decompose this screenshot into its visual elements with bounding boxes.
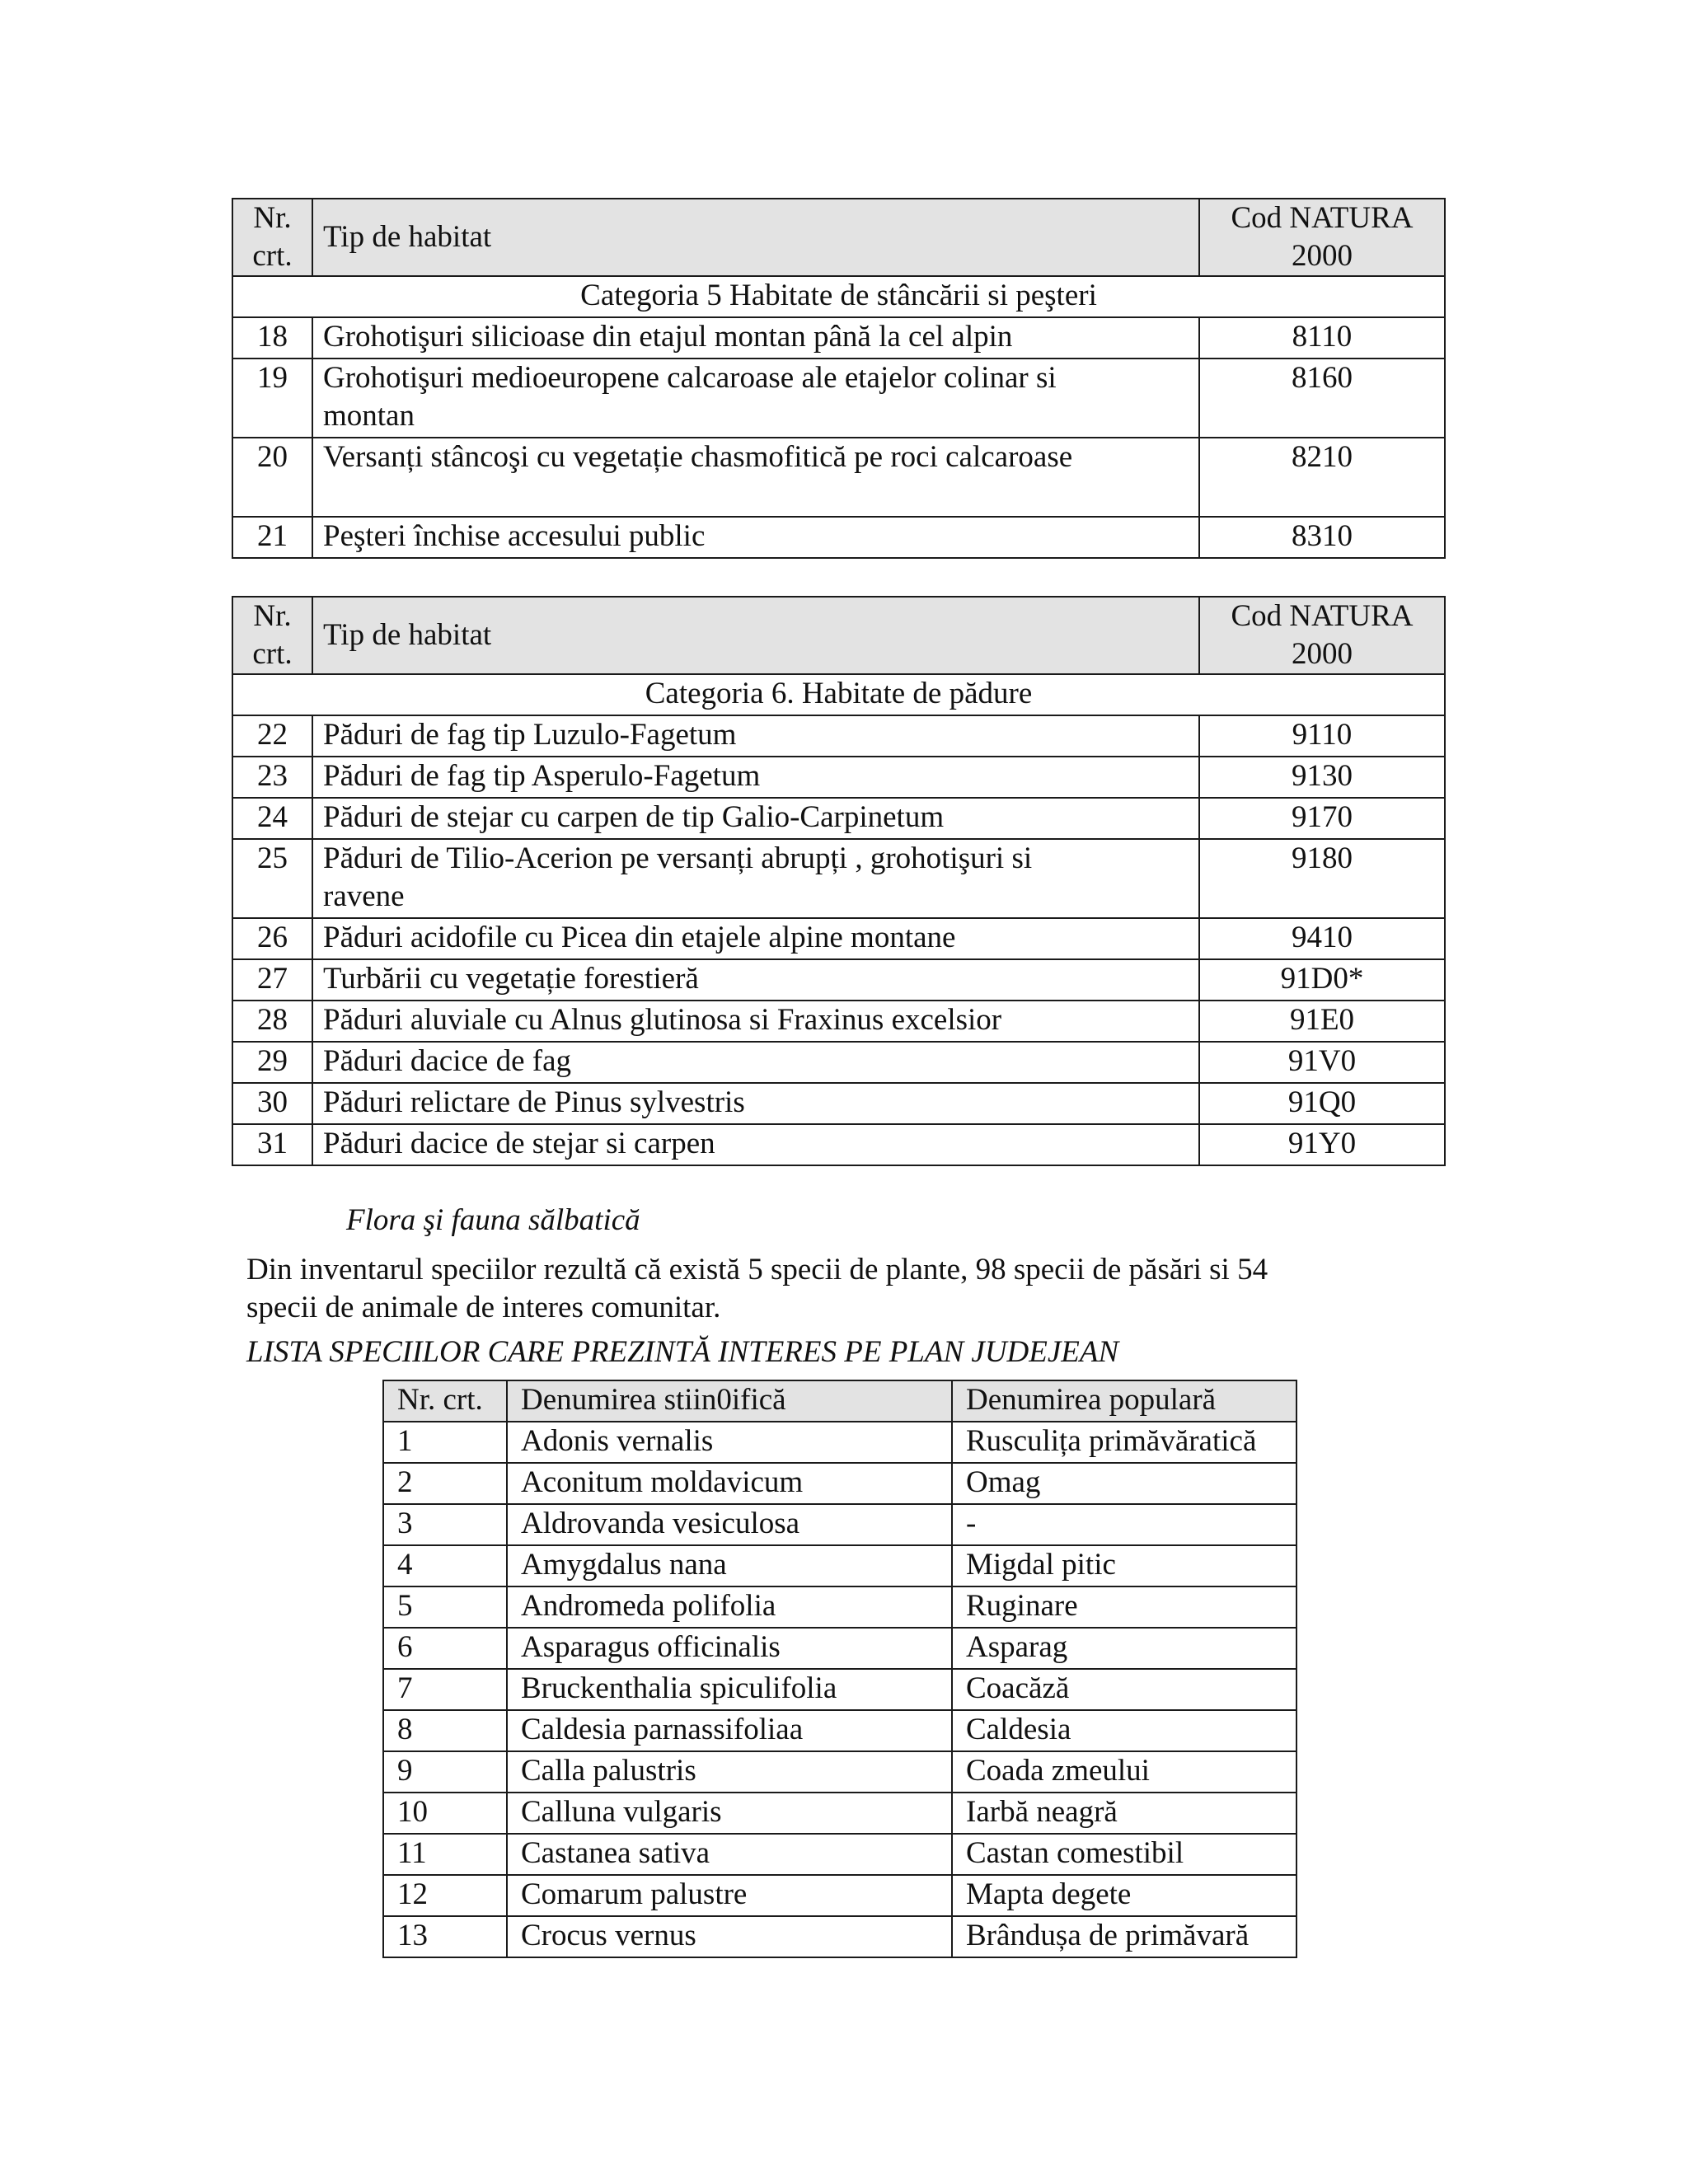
row-habitat: Grohotişuri medioeuropene calcaroase ale etajelor colinar si montan (312, 359, 1199, 438)
table-header-row (383, 1380, 1296, 1422)
row-cod: 91D0* (1199, 959, 1445, 1001)
table-row (232, 1124, 1445, 1165)
row-nr: 24 (232, 798, 312, 839)
species-popular: Castan comestibil (952, 1834, 1296, 1875)
species-popular: - (952, 1504, 1296, 1545)
row-cod: 8110 (1199, 317, 1445, 359)
species-popular: Asparag (952, 1628, 1296, 1669)
table-row (383, 1586, 1296, 1628)
row-nr: 30 (232, 1083, 312, 1124)
species-nr: 4 (383, 1545, 507, 1586)
category-title: Categoria 6. Habitate de pădure (232, 674, 1445, 715)
table-row (383, 1628, 1296, 1669)
row-cod: 9410 (1199, 918, 1445, 959)
species-scientific: Crocus vernus (507, 1916, 952, 1957)
flora-heading: Flora şi fauna sălbatică (346, 1203, 640, 1237)
row-habitat: Păduri de fag tip Asperulo-Fagetum (312, 757, 1199, 798)
species-nr: 3 (383, 1504, 507, 1545)
species-nr: 11 (383, 1834, 507, 1875)
row-habitat: Păduri dacice de stejar si carpen (312, 1124, 1199, 1165)
row-nr: 28 (232, 1001, 312, 1042)
species-scientific: Aconitum moldavicum (507, 1463, 952, 1504)
header-tip-habitat: Tip de habitat (312, 597, 1199, 674)
species-popular: Caldesia (952, 1710, 1296, 1751)
table-row (232, 517, 1445, 558)
table-row (383, 1916, 1296, 1957)
table-row (232, 918, 1445, 959)
row-cod: 91Q0 (1199, 1083, 1445, 1124)
table-row (232, 1042, 1445, 1083)
row-habitat: Păduri de stejar cu carpen de tip Galio-Carpinetum (312, 798, 1199, 839)
row-cod: 9130 (1199, 757, 1445, 798)
species-popular: Iarbă neagră (952, 1793, 1296, 1834)
row-habitat: Păduri de Tilio-Acerion pe versanți abrupți , grohotişuri si ravene (312, 839, 1199, 918)
row-habitat: Grohotişuri silicioase din etajul montan până la cel alpin (312, 317, 1199, 359)
species-scientific: Calluna vulgaris (507, 1793, 952, 1834)
row-cod: 9180 (1199, 839, 1445, 918)
row-habitat: Păduri acidofile cu Picea din etajele alpine montane (312, 918, 1199, 959)
table-row (232, 839, 1445, 918)
table-header-row (232, 597, 1445, 674)
row-cod: 91V0 (1199, 1042, 1445, 1083)
species-nr: 6 (383, 1628, 507, 1669)
table-header-row (232, 199, 1445, 276)
table-row (383, 1834, 1296, 1875)
species-scientific: Bruckenthalia spiculifolia (507, 1669, 952, 1710)
table-row (232, 798, 1445, 839)
species-popular: Migdal pitic (952, 1545, 1296, 1586)
table-row (383, 1669, 1296, 1710)
row-habitat: Păduri relictare de Pinus sylvestris (312, 1083, 1199, 1124)
row-nr: 31 (232, 1124, 312, 1165)
species-popular: Coada zmeului (952, 1751, 1296, 1793)
species-popular: Coacăză (952, 1669, 1296, 1710)
species-nr: 5 (383, 1586, 507, 1628)
header-tip-habitat: Tip de habitat (312, 199, 1199, 276)
table-row (232, 1083, 1445, 1124)
row-cod: 9110 (1199, 715, 1445, 757)
header-nr-crt: Nr. crt. (232, 597, 312, 674)
table-row (383, 1710, 1296, 1751)
header-cod-natura: Cod NATURA 2000 (1199, 597, 1445, 674)
table-row (232, 757, 1445, 798)
species-table (382, 1380, 1297, 1958)
row-habitat: Păduri dacice de fag (312, 1042, 1199, 1083)
species-scientific: Andromeda polifolia (507, 1586, 952, 1628)
row-nr: 25 (232, 839, 312, 918)
row-cod: 8210 (1199, 438, 1445, 517)
row-habitat: Păduri aluviale cu Alnus glutinosa si Fraxinus excelsior (312, 1001, 1199, 1042)
table-row (383, 1463, 1296, 1504)
table-row (383, 1504, 1296, 1545)
table-row (383, 1751, 1296, 1793)
row-habitat: Păduri de fag tip Luzulo-Fagetum (312, 715, 1199, 757)
species-popular: Rusculița primăvăratică (952, 1422, 1296, 1463)
table-row (232, 359, 1445, 438)
table-row (232, 317, 1445, 359)
row-nr: 29 (232, 1042, 312, 1083)
table-row (383, 1422, 1296, 1463)
species-nr: 7 (383, 1669, 507, 1710)
row-cod: 8310 (1199, 517, 1445, 558)
row-cod: 91E0 (1199, 1001, 1445, 1042)
species-nr: 1 (383, 1422, 507, 1463)
table-row (232, 715, 1445, 757)
header-nr-crt: Nr. crt. (232, 199, 312, 276)
table-row (383, 1545, 1296, 1586)
species-scientific: Asparagus officinalis (507, 1628, 952, 1669)
species-popular: Mapta degete (952, 1875, 1296, 1916)
row-cod: 9170 (1199, 798, 1445, 839)
habitat-table-cat5 (232, 198, 1446, 559)
row-nr: 27 (232, 959, 312, 1001)
category-row (232, 276, 1445, 317)
species-nr: 9 (383, 1751, 507, 1793)
row-nr: 22 (232, 715, 312, 757)
header-denumire-populara: Denumirea populară (952, 1380, 1296, 1422)
species-nr: 10 (383, 1793, 507, 1834)
row-nr: 18 (232, 317, 312, 359)
species-scientific: Caldesia parnassifoliaa (507, 1710, 952, 1751)
row-nr: 21 (232, 517, 312, 558)
species-scientific: Amygdalus nana (507, 1545, 952, 1586)
species-popular: Ruginare (952, 1586, 1296, 1628)
row-cod: 8160 (1199, 359, 1445, 438)
row-nr: 19 (232, 359, 312, 438)
row-nr: 26 (232, 918, 312, 959)
category-title: Categoria 5 Habitate de stâncării si peşteri (232, 276, 1445, 317)
lista-heading: LISTA SPECIILOR CARE PREZINTĂ INTERES PE PLAN JUDEJEAN (246, 1335, 1119, 1369)
species-popular: Brândușa de primăvară (952, 1916, 1296, 1957)
species-scientific: Comarum palustre (507, 1875, 952, 1916)
species-scientific: Castanea sativa (507, 1834, 952, 1875)
species-nr: 8 (383, 1710, 507, 1751)
row-nr: 20 (232, 438, 312, 517)
species-scientific: Aldrovanda vesiculosa (507, 1504, 952, 1545)
intro-paragraph: Din inventarul speciilor rezultă că există 5 specii de plante, 98 specii de păsări si 54 specii de animale de interes comunitar. (246, 1253, 1268, 1324)
row-habitat: Peşteri închise accesului public (312, 517, 1199, 558)
species-scientific: Calla palustris (507, 1751, 952, 1793)
table-row (232, 438, 1445, 517)
row-habitat: Versanți stâncoşi cu vegetație chasmofitică pe roci calcaroase (312, 438, 1199, 517)
species-scientific: Adonis vernalis (507, 1422, 952, 1463)
species-popular: Omag (952, 1463, 1296, 1504)
row-cod: 91Y0 (1199, 1124, 1445, 1165)
row-habitat: Turbării cu vegetație forestieră (312, 959, 1199, 1001)
header-nr-crt: Nr. crt. (383, 1380, 507, 1422)
species-nr: 2 (383, 1463, 507, 1504)
category-row (232, 674, 1445, 715)
table-row (383, 1875, 1296, 1916)
table-row (232, 1001, 1445, 1042)
species-nr: 13 (383, 1916, 507, 1957)
species-nr: 12 (383, 1875, 507, 1916)
habitat-table-cat6 (232, 596, 1446, 1166)
table-row (383, 1793, 1296, 1834)
row-nr: 23 (232, 757, 312, 798)
header-cod-natura: Cod NATURA 2000 (1199, 199, 1445, 276)
table-row (232, 959, 1445, 1001)
header-denumire-stiintifica: Denumirea stiin0ifică (507, 1380, 952, 1422)
